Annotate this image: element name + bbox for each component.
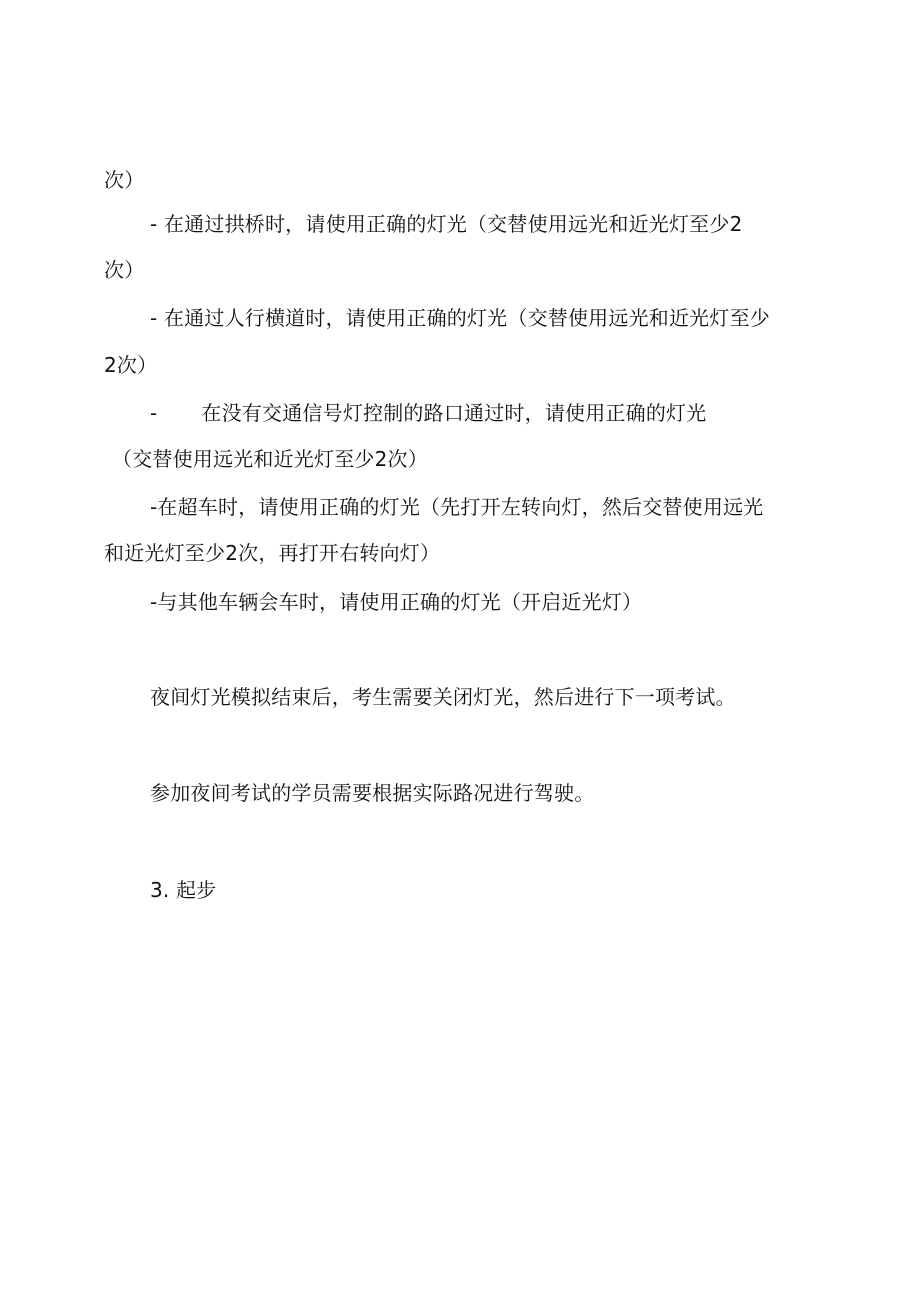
paragraph-line: - 在通过人行横道时，请使用正确的灯光（交替使用远光和近光灯至少 xyxy=(150,306,770,330)
paragraph-line: -在超车时，请使用正确的灯光（先打开左转向灯，然后交替使用远光 xyxy=(150,495,764,519)
paragraph-line-dash xyxy=(150,399,706,427)
paragraph-line: 和近光灯至少2次，再打开右转向灯） xyxy=(104,541,441,565)
section-heading: 3. 起步 xyxy=(150,878,217,902)
paragraph-text: 在没有交通信号灯控制的路口通过时，请使用正确的灯光 xyxy=(201,401,707,425)
paragraph-line: 夜间灯光模拟结束后，考生需要关闭灯光，然后进行下一项考试。 xyxy=(150,685,736,709)
paragraph-line: （交替使用远光和近光灯至少2次） xyxy=(112,447,428,471)
paragraph-line: -与其他车辆会车时，请使用正确的灯光（开启近光灯） xyxy=(150,590,643,614)
paragraph-line: 2次） xyxy=(104,353,158,377)
paragraph-line: 次） xyxy=(104,168,145,192)
dash-marker: - xyxy=(150,401,158,425)
paragraph-line: - 在通过拱桥时，请使用正确的灯光（交替使用远光和近光灯至少2 xyxy=(150,212,743,236)
paragraph-line: 次） xyxy=(104,258,145,282)
paragraph-line: 参加夜间考试的学员需要根据实际路况进行驾驶。 xyxy=(150,781,595,805)
